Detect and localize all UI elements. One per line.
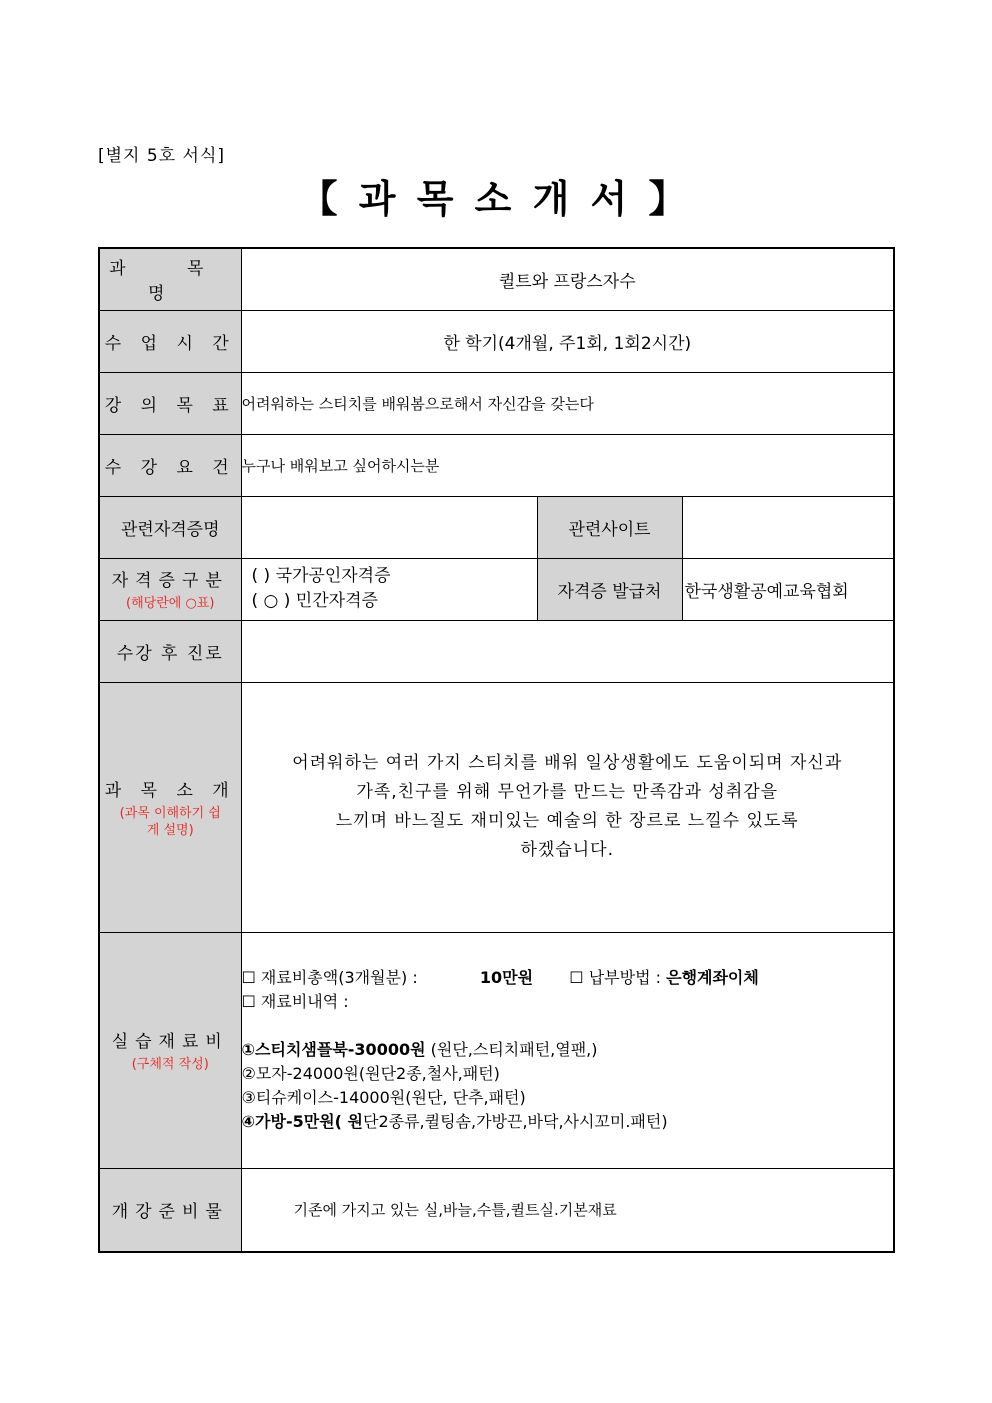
intro-text (241, 682, 894, 932)
row-cert-type (99, 558, 894, 620)
certificate-value (241, 496, 537, 558)
prep-label: 개강준비물 (99, 1168, 241, 1252)
requirement-label: 수 강 요 건 (99, 434, 241, 496)
career-label: 수강 후 진로 (99, 620, 241, 682)
issuer-value: 한국생활공예교육협회 (682, 558, 894, 620)
cert-type-sublabel: (해당란에 ○표) (126, 596, 215, 611)
intro-label-cell (99, 682, 241, 932)
course-intro-table (98, 247, 895, 1253)
material-item (242, 1086, 894, 1110)
objective-label: 강 의 목 표 (99, 372, 241, 434)
payment-method-label: ☐ 납부방법 : (569, 968, 662, 987)
row-career (99, 620, 894, 682)
material-item-name: ③티슈케이스-14000원 (241, 1088, 406, 1107)
row-intro (99, 682, 894, 932)
materials-detail (241, 932, 894, 1168)
objective-value: 어려워하는 스티치를 배워봄으로해서 자신감을 갖는다 (241, 372, 894, 434)
requirement-value: 누구나 배워보고 싶어하시는분 (241, 434, 894, 496)
row-prep (99, 1168, 894, 1252)
prep-value: 기존에 가지고 있는 실,바늘,수틀,퀼트실.기본재료 (241, 1168, 894, 1252)
career-value (241, 620, 894, 682)
total-cost-value: 10만원 (479, 968, 534, 987)
intro-line: 느끼며 바느질도 재미있는 예술의 한 장르로 느낄수 있도록 (335, 811, 799, 831)
certificate-label: 관련자격증명 (99, 496, 241, 558)
material-item-name: ②모자-24000원 (241, 1064, 359, 1083)
row-objective (99, 372, 894, 434)
related-site-value (682, 496, 894, 558)
total-cost-label: ☐ 재료비총액(3개월분) : (241, 968, 418, 987)
material-item-detail: (원단2종,철사,패턴) (358, 1064, 500, 1083)
material-item (242, 1062, 894, 1086)
row-course-name (99, 248, 894, 310)
material-item-detail: (원단,스티치패턴,열팬,) (425, 1040, 598, 1059)
class-time-value: 한 학기(4개월, 주1회, 1회2시간) (241, 310, 894, 372)
cert-type-label-cell (99, 558, 241, 620)
materials-total-row (242, 966, 894, 990)
class-time-label: 수 업 시 간 (99, 310, 241, 372)
cert-type-options (241, 558, 537, 620)
material-item (242, 1038, 894, 1062)
row-class-time (99, 310, 894, 372)
intro-line: 어려워하는 여러 가지 스티치를 배워 일상생활에도 도움이되며 자신과 (292, 753, 843, 773)
material-item-detail: (원단, 단추,패턴) (405, 1088, 526, 1107)
payment-method-value: 은행계좌이체 (666, 968, 759, 987)
row-certificate (99, 496, 894, 558)
materials-breakdown-label: ☐ 재료비내역 : (241, 992, 349, 1011)
option-private-cert: ( ○ ) 민간자격증 (251, 591, 378, 611)
related-site-label: 관련사이트 (537, 496, 682, 558)
materials-label-cell (99, 932, 241, 1168)
materials-label: 실습재료비 (111, 1032, 229, 1052)
material-item-name: ④가방-5만원( 원 (241, 1112, 363, 1131)
issuer-label: 자격증 발급처 (537, 558, 682, 620)
intro-line: 가족,친구를 위해 무언가를 만드는 만족감과 성취감을 (356, 782, 779, 802)
form-number-label: [별지 5호 서식] (98, 146, 225, 166)
page-title: 【 과 목 소 개 서 】 (299, 177, 691, 221)
materials-sublabel: (구체적 작성) (131, 1057, 209, 1072)
material-item-name: ①스티치샘플북-30000원 (241, 1040, 426, 1059)
course-name-value: 퀼트와 프랑스자수 (241, 248, 894, 310)
course-name-label: 과 목 명 (99, 248, 241, 310)
material-item-detail: 단2종류,퀼팅솜,가방끈,바닥,사시꼬미.패턴) (362, 1112, 668, 1131)
intro-label: 과 목 소 개 (104, 780, 236, 801)
option-national-cert: ( ) 국가공인자격증 (251, 566, 391, 586)
intro-sublabel: (과목 이해하기 쉽게 설명) (119, 805, 221, 838)
row-requirement (99, 434, 894, 496)
cert-type-label: 자격증구분 (111, 571, 229, 591)
row-materials (99, 932, 894, 1168)
material-item (242, 1110, 894, 1134)
intro-line: 하겠습니다. (520, 840, 614, 860)
